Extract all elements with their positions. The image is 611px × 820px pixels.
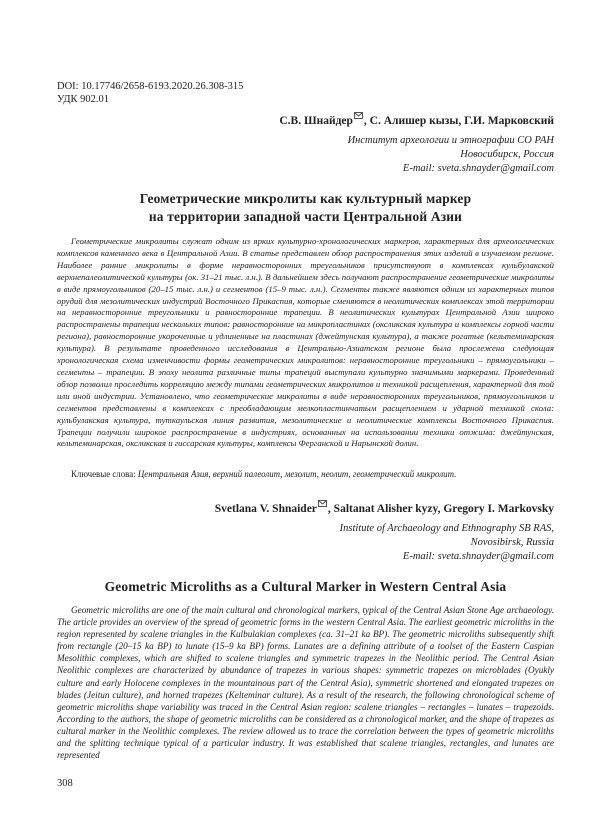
other-authors-ru: , С. Алишер кызы, Г.И. Марковский (363, 115, 554, 127)
doi: DOI: 10.17746/2658-6193.2020.26.308-315 (57, 81, 244, 92)
mail-icon (354, 112, 363, 119)
institution-ru: Институт археологии и этнографии СО РАН (347, 135, 554, 146)
email-en: E-mail: sveta.shnayder@gmail.com (402, 551, 554, 562)
email-ru: E-mail: sveta.shnayder@gmail.com (402, 163, 554, 174)
affiliation-ru (348, 134, 554, 176)
first-author-ru: С.В. Шнайдер (279, 115, 353, 127)
authors-ru (279, 112, 554, 127)
other-authors-en: , Saltanat Alisher kyzy, Gregory I. Markovsky (327, 503, 554, 515)
title-ru-line-1: Геометрические микролиты как культурный маркер (139, 191, 472, 206)
abstract-en: Geometric microliths are one of the main cultural and chronological markers, typical of the Central Asian Stone Age archaeology. The article provides an overview of the spread of geometric forms in the western Central Asia. The earliest geometric microliths in the region represented by scalene triangles in the Kulbulakian complexes (ca. 31–21 ka BP). The geometric microliths subsequently shift from rectangle (20–15 ka BP) to lunate (15–9 ka BP) forms. Lunates are a defining attribute of a toolset of the Eastern Caspian Mesolithic complexes, which are shifted to scalene triangles and symmetric trapezes in the Neolithic period. The Central Asian Neolithic complexes are characterized by abundance of trapezes in various shapes: symmetric trapezes on microblades (Oyukly culture and early Holocene complexes in the mountainous part of the Central Asia), symmetric shortened and elongated trapezes on blades (Jeitun culture), and horned trapezes (Kelteminar culture). As a result of the research, the following chronological scheme of geometric microliths shape variability was traced in the Central Asian region: scalene triangles – rectangles – lunates – trapezoids. According to the authors, the shape of geometric microliths can be considered as a chronological marker, and the shape of trapezes as cultural marker in the Neolithic complexes. The review allowed us to trace the correlation between the types of geometric microliths and the splitting technique typical of a particular industry. It was established that scalene triangles, rectangles, and lunates are represented (57, 605, 554, 761)
first-author-en: Svetlana V. Shnaider (214, 503, 317, 515)
keywords-list: Центральная Азия, верхний палеолит, мезолит, неолит, геометрический микролит. (137, 469, 457, 479)
abstract-ru: Геометрические микролиты служат одним из ярких культурно-хронологических маркеров, характерных для археологических комплексов каменного века в Центральной Азии. В статье представлен обзор распространения этих изделий в изучаемом регионе. Наиболее ранние микролиты в форме неравносторонних треугольников присутствуют в комплексах кульбулакской верхнепалеолитической культуры (ок. 31–21 тыс. л.н.). В дальнейшем здесь получают распространение геометрические микролиты в виде прямоугольников (20–15 тыс. л.н.) и сегментов (15–9 тыс. л.н.). Сегменты также являются одним из характерных типов орудий для мезолитических индустрий Восточного Прикаспия, которые сменяются в неолитических комплексах этой территории на неравносторонние треугольники и равносторонние трапеции. В неолитических культурах Центральной Азии широко распространены трапеции нескольких типов: равносторонние на микропластинах (оксликская культура и комплексы горной части региона), равносторонние укороченные и удлиненные на пластинах (джейтунская культура), а также рогатые (кельтеминарская культура). В результате проведенного исследования в Центрально-Азиатском регионе была прослежена следующая хронологическая схема изменчивости формы геометрических микролитов: неравносторонние треугольники – прямоугольники – сегменты – трапеции. В эпоху неолита различные типы трапеций выступали культурно значимыми маркерами. Проведенный обзор позволил проследить корреляцию между типами геометрических микролитов и техникой расщепления, характерной для той или иной индустрии. Установлено, что геометрические микролиты в виде неравносторонних треугольников, прямоугольников и сегментов представлены в комплексах с преобладающим мелкопластинчатым расщеплением и ударной техникой скола: кульбулакская культура, туткаульская линия развития, мезолитические и неолитические комплексы Восточного Прикаспия. Трапеции получили широкое распространение в индустриях, основанных на использовании техники отжима: джейтунская, кельтеминарская, оксликская и гиссарская культуры, комплексы Ферганской и Нарынской долин. (57, 236, 554, 449)
mail-icon (318, 500, 327, 507)
title-en: Geometric Microliths as a Cultural Marker in Western Central Asia (104, 579, 507, 594)
authors-en (215, 500, 554, 515)
title-ru (57, 190, 554, 226)
city-ru: Новосибирск, Россия (460, 149, 554, 160)
city-en: Novosibirsk, Russia (470, 537, 554, 548)
affiliation-en (340, 522, 554, 564)
title-ru-line-2: на территории западной части Центральной Азии (148, 209, 463, 224)
keywords-ru (71, 468, 456, 480)
keywords-label: Ключевые слова: (71, 469, 136, 479)
institution-en: Institute of Archaeology and Ethnography SB RAS, (339, 523, 554, 534)
page-number: 308 (57, 778, 73, 789)
udk: УДК 902.01 (57, 94, 110, 105)
